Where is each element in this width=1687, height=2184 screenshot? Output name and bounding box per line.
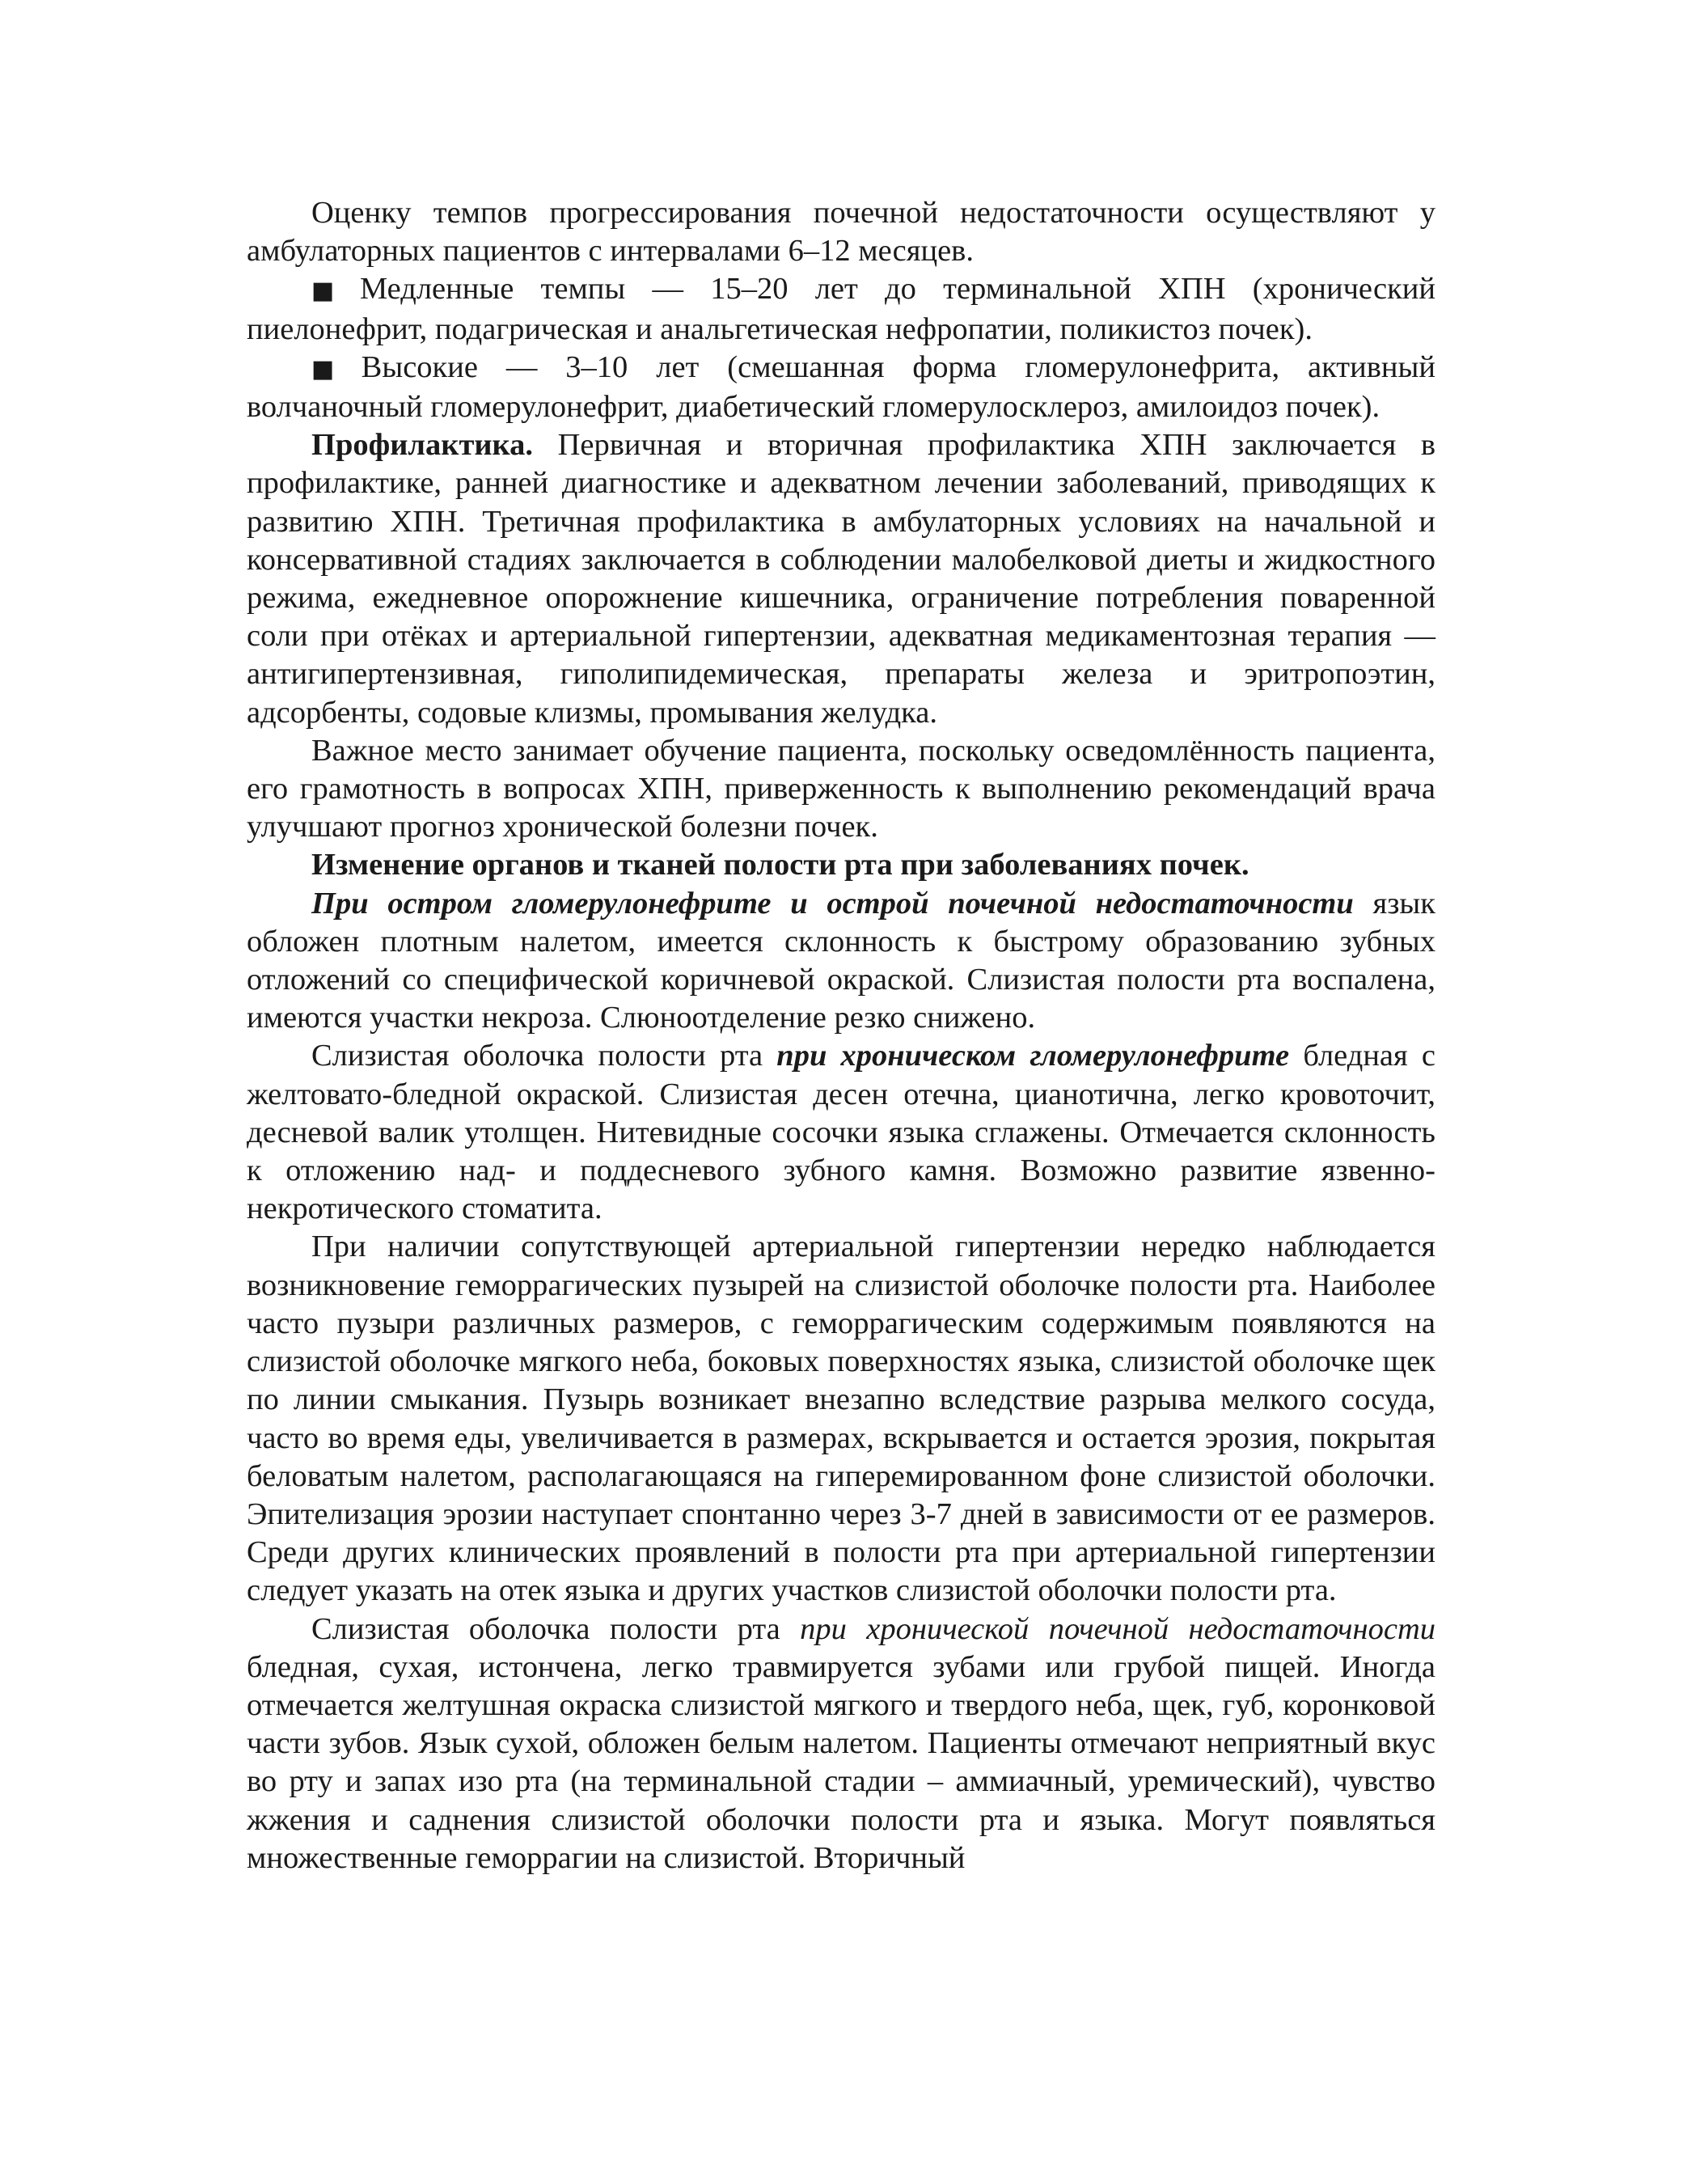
paragraph-acute-glomerulonephritis (247, 885, 1435, 1038)
paragraph-prevention (247, 426, 1435, 732)
paragraph-patient-education: Важное место занимает обучение пациента, поскольку осведомлённость пациента, его грамотность в вопросах ХПН, приверженность к выполнению рекомендаций врача улучшают прогноз хронической болезни почек. (247, 733, 1435, 844)
chronic-renal-failure-term: при хронической почечной недостаточности (800, 1611, 1435, 1646)
paragraph-chronic-renal-failure (247, 1610, 1435, 1877)
chronic-renal-failure-text: бледная, сухая, истончена, легко травмируется зубами или грубой пищей. Иногда отмечается желтушная окраска слизистой мягкого и твердого неба, щек, губ, коронковой части зубов. Язык сухой, обложен белым налетом. Пациенты отмечают неприятный вкус во рту и запах изо рта (на терминальной стадии – аммиачный, уремический), чувство жжения и саднения слизистой оболочки полости рта и языка. Могут появляться множественные геморрагии на слизистой. Вторичный (247, 1649, 1435, 1875)
chronic-glomerulonephritis-text: бледная с желтовато-бледной окраской. Слизистая десен отечна, цианотична, легко кровоточит, десневой валик утолщен. Нитевидные сосочки языка сглажены. Отмечается склонность к отложению над- и поддесневого зубного камня. Возможно развитие язвенно-некротического стоматита. (247, 1039, 1436, 1226)
bullet-high-rate-text: Высокие — 3–10 лет (смешанная форма гломерулонефрита, активный волчаночный гломерулонефрит, диабетический гломерулосклероз, амилоидоз почек). (247, 349, 1435, 425)
bullet-square-icon: ■ (311, 277, 353, 306)
bullet-slow-rate (247, 270, 1435, 348)
chronic-renal-failure-lead: Слизистая оболочка полости рта (311, 1611, 801, 1646)
acute-glomerulonephritis-text: язык обложен плотным налетом, имеется склонность к быстрому образованию зубных отложений со специфической коричневой окраской. Слизистая полости рта воспалена, имеются участки некроза. Слюноотделение резко снижено. (247, 886, 1436, 1035)
prevention-text: Первичная и вторичная профилактика ХПН заключается в профилактике, ранней диагностике и адекватном лечении заболеваний, приводящих к развитию ХПН. Третичная профилактика в амбулаторных условиях на начальной и консервативной стадиях заключается в соблюдении малобелковой диеты и жидкостного режима, ежедневное опорожнение кишечника, ограничение потребления поваренной соли при отёках и артериальной гипертензии, адекватная медикаментозная терапия — антигипертензивная, гиполипидемическая, препараты железа и эритропоэтин, адсорбенты, содовые клизмы, промывания желудка. (247, 428, 1435, 730)
bullet-high-rate (247, 349, 1435, 426)
acute-glomerulonephritis-term: При остром гломерулонефрите и острой почечной недостаточности (311, 886, 1354, 921)
chronic-glomerulonephritis-lead: Слизистая оболочка полости рта (311, 1039, 777, 1073)
section-heading: Изменение органов и тканей полости рта при заболеваниях почек. (311, 848, 1249, 882)
prevention-label: Профилактика. (311, 428, 534, 463)
bullet-square-icon: ■ (311, 354, 355, 383)
paragraph-arterial-hypertension: При наличии сопутствующей артериальной гипертензии нередко наблюдается возникновение геморрагических пузырей на слизистой оболочке полости рта. Наиболее часто пузыри различных размеров, с геморрагическим содержимым появляются на слизистой оболочке мягкого неба, боковых поверхностях языка, слизистой оболочке щек по линии смыкания. Пузырь возникает внезапно вследствие разрыва мелкого сосуда, часто во время еды, увеличивается в размерах, вскрывается и остается эрозия, покрытая беловатым налетом, располагающаяся на гиперемированном фоне слизистой оболочки. Эпителизация эрозии наступает спонтанно через 3-7 дней в зависимости от ее размеров. Среди других клинических проявлений в полости рта при артериальной гипертензии следует указать на отек языка и других участков слизистой оболочки полости рта. (247, 1230, 1435, 1608)
bullet-slow-rate-text: Медленные темпы — 15–20 лет до терминальной ХПН (хронический пиелонефрит, подагрическая и анальгетическая нефропатии, поликистоз почек). (247, 272, 1435, 346)
paragraph-progression-assessment: Оценку темпов прогрессирования почечной недостаточности осуществляют у амбулаторных пациентов с интервалами 6–12 месяцев. (247, 196, 1435, 269)
chronic-glomerulonephritis-term: при хроническом гломерулонефрите (776, 1039, 1290, 1073)
document-body (247, 194, 1435, 1877)
paragraph-chronic-glomerulonephritis (247, 1037, 1435, 1228)
